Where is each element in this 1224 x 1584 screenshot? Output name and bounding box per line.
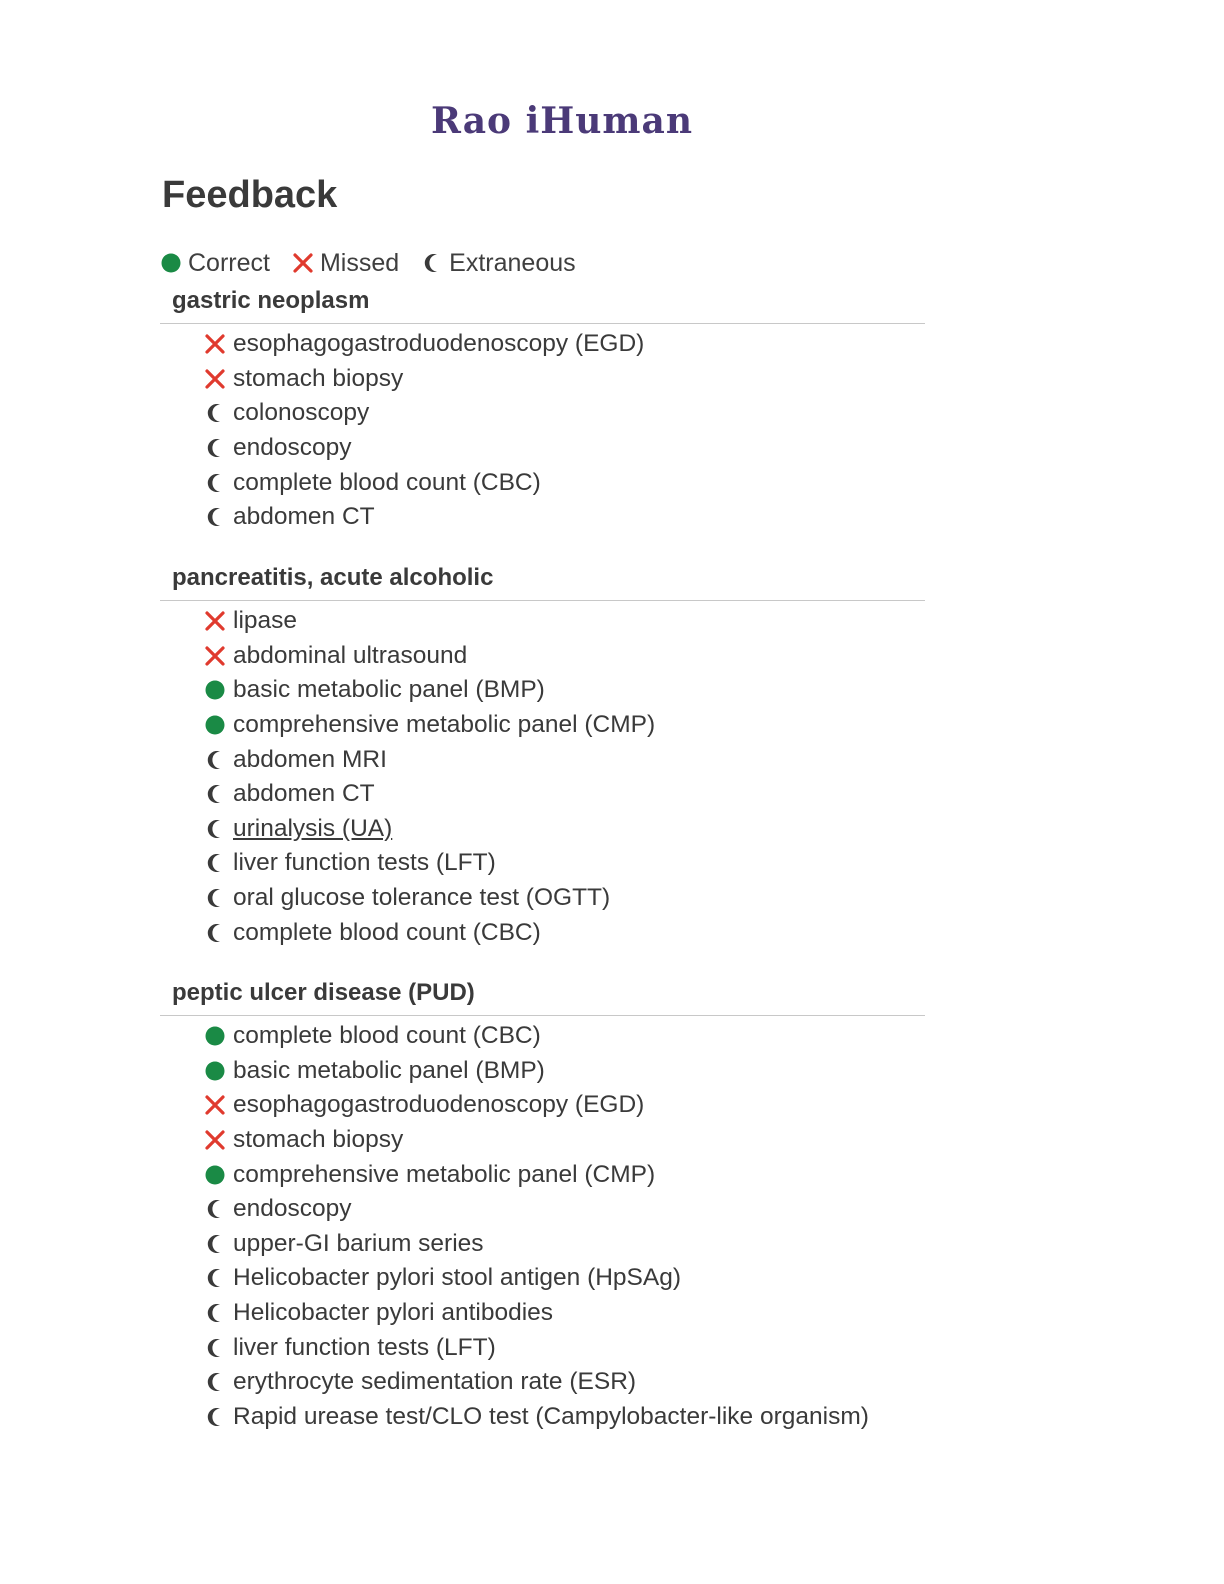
item-label: basic metabolic panel (BMP) xyxy=(233,676,545,704)
extraneous-moon-icon xyxy=(204,783,226,805)
item-label: lipase xyxy=(233,607,298,635)
list-item xyxy=(160,500,925,535)
extraneous-moon-icon xyxy=(204,472,226,494)
legend-correct-label: Correct xyxy=(188,248,270,277)
item-label: colonoscopy xyxy=(233,399,370,427)
extraneous-moon-icon xyxy=(204,402,226,424)
item-label: comprehensive metabolic panel (CMP) xyxy=(233,1160,656,1188)
list-item xyxy=(160,1296,925,1331)
list-item xyxy=(160,1157,925,1192)
list-item xyxy=(160,1019,925,1054)
item-list xyxy=(160,601,925,950)
page-title: Feedback xyxy=(162,174,338,216)
list-item xyxy=(160,673,925,708)
list-item xyxy=(160,742,925,777)
correct-dot-icon xyxy=(204,1164,226,1186)
extraneous-moon-icon xyxy=(204,1267,226,1289)
list-item xyxy=(160,1192,925,1227)
list-item xyxy=(160,1054,925,1089)
item-label: abdomen MRI xyxy=(233,745,387,773)
missed-x-icon xyxy=(292,252,314,274)
list-item xyxy=(160,362,925,397)
correct-dot-icon xyxy=(204,1025,226,1047)
item-label: liver function tests (LFT) xyxy=(233,1333,496,1361)
item-label: liver function tests (LFT) xyxy=(233,849,496,877)
correct-dot-icon xyxy=(204,714,226,736)
item-label: Helicobacter pylori stool antigen (HpSAg) xyxy=(233,1264,682,1292)
list-item xyxy=(160,1123,925,1158)
item-list xyxy=(160,324,925,535)
extraneous-moon-icon xyxy=(204,506,226,528)
extraneous-moon-icon xyxy=(204,887,226,909)
section-pancreatitis xyxy=(160,559,925,950)
legend-extraneous xyxy=(421,249,575,278)
missed-x-icon xyxy=(204,645,226,667)
legend xyxy=(160,246,598,280)
correct-dot-icon xyxy=(204,679,226,701)
list-item xyxy=(160,1261,925,1296)
list-item xyxy=(160,327,925,362)
item-list xyxy=(160,1016,925,1434)
list-item xyxy=(160,1330,925,1365)
section-gastric-neoplasm xyxy=(160,282,925,535)
list-item xyxy=(160,708,925,743)
list-item xyxy=(160,1088,925,1123)
list-item xyxy=(160,1400,925,1435)
item-label: erythrocyte sedimentation rate (ESR) xyxy=(233,1368,637,1396)
extraneous-moon-icon xyxy=(204,1406,226,1428)
missed-x-icon xyxy=(204,368,226,390)
item-label: abdominal ultrasound xyxy=(233,641,468,669)
extraneous-moon-icon xyxy=(204,818,226,840)
missed-x-icon xyxy=(204,1129,226,1151)
missed-x-icon xyxy=(204,333,226,355)
list-item xyxy=(160,431,925,466)
section-title: pancreatitis, acute alcoholic xyxy=(160,559,925,601)
extraneous-moon-icon xyxy=(204,1302,226,1324)
extraneous-moon-icon xyxy=(204,852,226,874)
extraneous-moon-icon xyxy=(204,437,226,459)
item-label: complete blood count (CBC) xyxy=(233,468,541,496)
list-item xyxy=(160,1365,925,1400)
list-item xyxy=(160,604,925,639)
item-link[interactable]: urinalysis (UA) xyxy=(233,814,393,842)
item-label: stomach biopsy xyxy=(233,1126,404,1154)
extraneous-moon-icon xyxy=(204,749,226,771)
legend-correct xyxy=(160,249,270,278)
extraneous-moon-icon xyxy=(421,252,443,274)
item-label: endoscopy xyxy=(233,1195,352,1223)
legend-missed-label: Missed xyxy=(319,248,400,277)
item-label: basic metabolic panel (BMP) xyxy=(233,1056,545,1084)
item-label: oral glucose tolerance test (OGTT) xyxy=(233,884,611,912)
item-label: complete blood count (CBC) xyxy=(233,918,541,946)
list-item xyxy=(160,777,925,812)
extraneous-moon-icon xyxy=(204,1371,226,1393)
list-item xyxy=(160,881,925,916)
item-label: Rapid urease test/CLO test (Campylobacter-like organism) xyxy=(233,1402,869,1430)
item-label: endoscopy xyxy=(233,434,352,462)
item-label: stomach biopsy xyxy=(233,364,404,392)
item-label: complete blood count (CBC) xyxy=(233,1022,541,1050)
extraneous-moon-icon xyxy=(204,1198,226,1220)
extraneous-moon-icon xyxy=(204,1233,226,1255)
legend-extraneous-label: Extraneous xyxy=(449,248,576,277)
extraneous-moon-icon xyxy=(204,1337,226,1359)
list-item xyxy=(160,846,925,881)
item-label: abdomen CT xyxy=(233,503,375,531)
item-label: Helicobacter pylori antibodies xyxy=(233,1299,554,1327)
section-title: gastric neoplasm xyxy=(160,282,925,324)
list-item[interactable] xyxy=(160,812,925,847)
legend-missed xyxy=(292,249,399,278)
item-label: esophagogastroduodenoscopy (EGD) xyxy=(233,330,645,358)
item-label: upper-GI barium series xyxy=(233,1229,484,1257)
list-item xyxy=(160,1227,925,1262)
list-item xyxy=(160,465,925,500)
item-label: abdomen CT xyxy=(233,780,375,808)
list-item xyxy=(160,639,925,674)
section-peptic-ulcer xyxy=(160,974,925,1434)
section-title: peptic ulcer disease (PUD) xyxy=(160,974,925,1016)
list-item xyxy=(160,396,925,431)
item-label: esophagogastroduodenoscopy (EGD) xyxy=(233,1091,645,1119)
missed-x-icon xyxy=(204,1094,226,1116)
correct-dot-icon xyxy=(160,252,182,274)
correct-dot-icon xyxy=(204,1060,226,1082)
extraneous-moon-icon xyxy=(204,922,226,944)
site-title: Rao iHuman xyxy=(430,100,694,142)
list-item xyxy=(160,915,925,950)
item-label: comprehensive metabolic panel (CMP) xyxy=(233,711,656,739)
missed-x-icon xyxy=(204,610,226,632)
